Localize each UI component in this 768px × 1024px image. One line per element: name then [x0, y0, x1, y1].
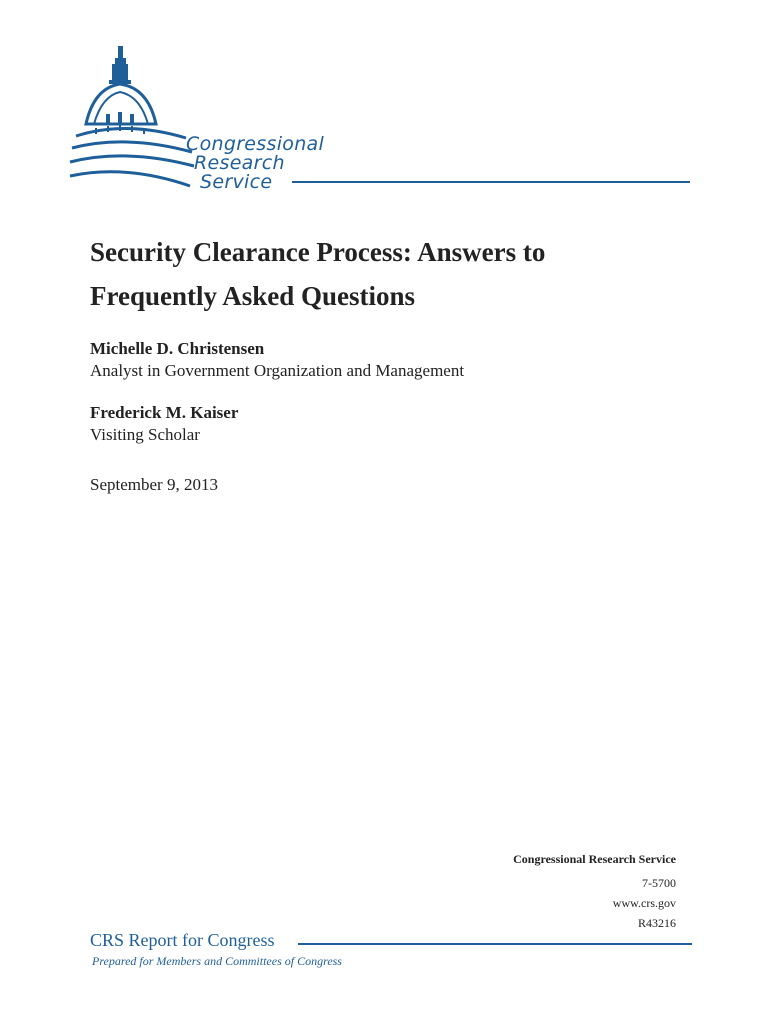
footer-subtitle: Prepared for Members and Committees of Congress — [92, 954, 342, 968]
contact-phone: 7-5700 — [642, 876, 676, 890]
brand-wordmark — [186, 135, 324, 192]
report-title-line-2: Frequently Asked Questions — [90, 281, 416, 311]
report-date: September 9, 2013 — [90, 475, 218, 494]
author-role: Analyst in Government Organization and Management — [90, 361, 465, 380]
report-number: R43216 — [637, 916, 676, 930]
header-rule — [292, 181, 690, 183]
contact-website: www.crs.gov — [612, 896, 676, 910]
brand-line-2: Research — [194, 152, 285, 174]
contact-block — [513, 849, 676, 933]
author-name: Frederick M. Kaiser — [90, 403, 239, 422]
footer-rule — [298, 943, 692, 945]
brand-line-1: Congressional — [186, 133, 325, 155]
brand-line-3: Service — [200, 171, 273, 193]
author-block — [90, 402, 238, 446]
author-block — [90, 338, 464, 382]
contact-organization: Congressional Research Service — [513, 852, 676, 866]
report-title-line-1: Security Clearance Process: Answers to — [90, 237, 546, 267]
author-name: Michelle D. Christensen — [90, 339, 265, 358]
report-title — [90, 230, 710, 318]
author-role: Visiting Scholar — [90, 425, 200, 444]
footer-title: CRS Report for Congress — [90, 930, 275, 950]
